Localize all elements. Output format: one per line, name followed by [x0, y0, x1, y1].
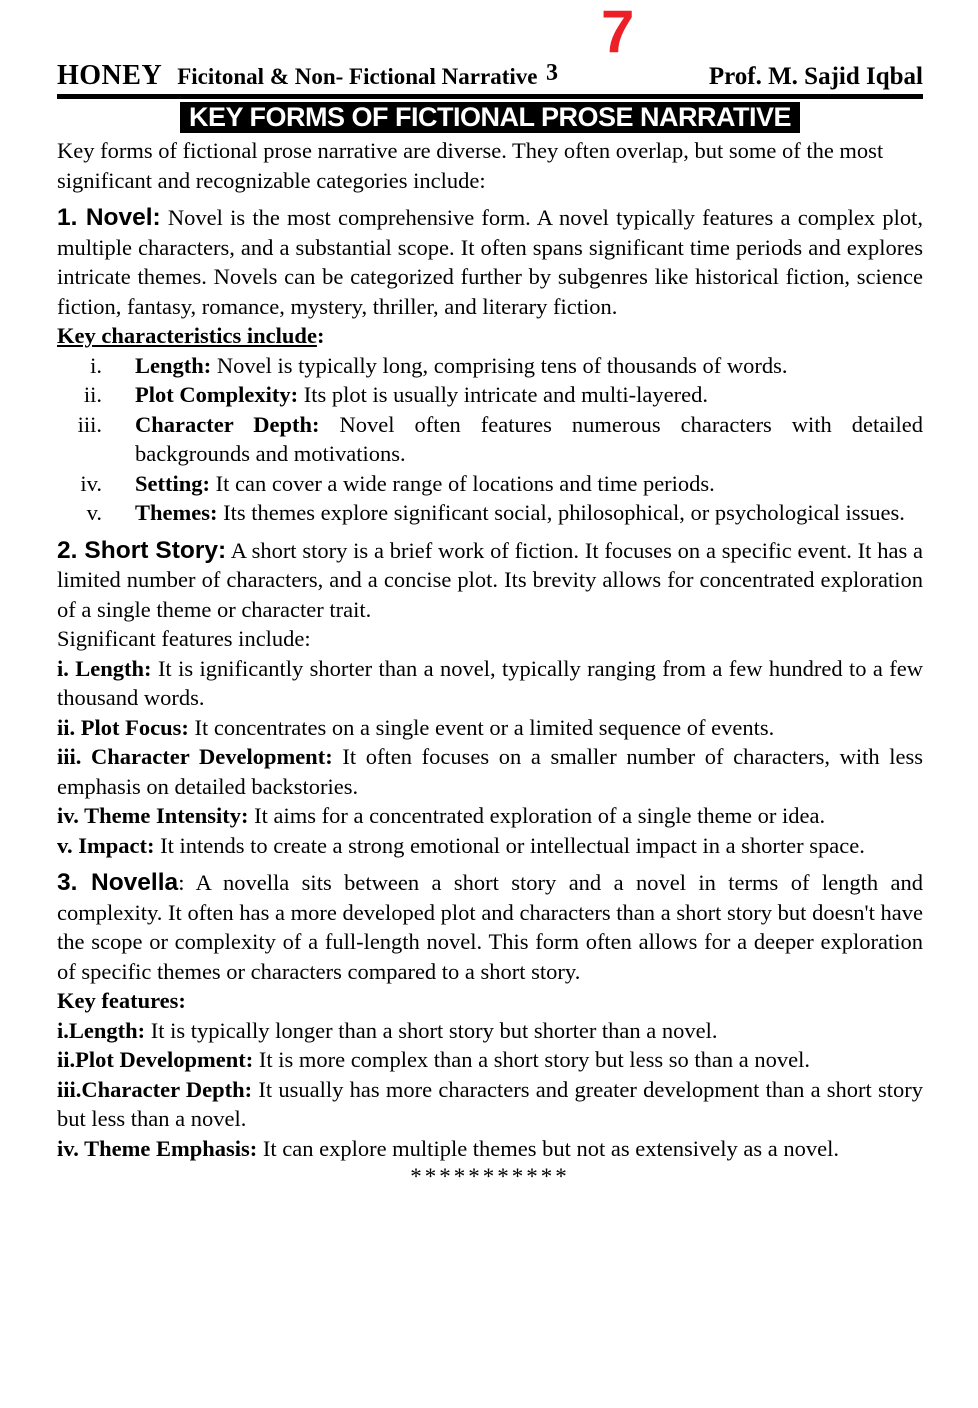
short-story-paragraph: [57, 536, 923, 625]
novel-list-intro-colon: :: [316, 323, 325, 348]
list-item: [57, 1134, 923, 1164]
list-item-number: ii.: [83, 382, 102, 407]
list-item-number: iii.: [77, 411, 102, 437]
list-item: [57, 469, 923, 499]
novella-body-text: A novella sits between a short story and a novel in terms of length and complexity. It often has a more developed plot and characters than a short story but doesn't have the scope or complexity of a full-length novel. This form often allows for a deeper exploration of specific themes or characters compared to a short story.: [57, 870, 923, 984]
list-item-content: [135, 351, 923, 381]
list-item: [57, 1075, 923, 1134]
header-book-title: HONEY: [57, 60, 163, 91]
list-item-content: [135, 410, 923, 469]
end-separator-stars: ***********: [410, 1164, 570, 1189]
list-item: [57, 654, 923, 713]
novella-heading: 3. Novella: [57, 869, 179, 896]
list-item-desc: It is more complex than a short story but less so than a novel.: [258, 1047, 810, 1072]
list-item-term: i.Length:: [57, 1017, 146, 1043]
list-item-desc: Novel often features numerous characters with detailed backgrounds and motivations.: [135, 411, 924, 466]
list-item-desc: It can explore multiple themes but not as extensively as a novel.: [262, 1135, 839, 1161]
short-story-heading: 2. Short Story:: [57, 536, 227, 564]
page-header: [57, 60, 923, 99]
list-item-term: iii. Character Development:: [57, 744, 333, 769]
list-item: [57, 380, 923, 410]
list-item-number: v.: [86, 500, 102, 525]
list-item-term: Length:: [135, 352, 212, 378]
list-item: [57, 1016, 923, 1046]
novel-paragraph: [57, 203, 923, 321]
list-item-desc: It aims for a concentrated exploration of a single theme or idea.: [254, 803, 826, 828]
novella-list-intro: Key features:: [57, 988, 186, 1013]
list-item-desc: It concentrates on a single event or a limited sequence of events.: [194, 714, 775, 740]
list-item-desc: It usually has more characters and greater development than a short story but less than a novel.: [57, 1076, 924, 1131]
list-item-term: ii. Plot Focus:: [57, 714, 189, 740]
list-item-term: iv. Theme Emphasis:: [57, 1135, 258, 1161]
list-item-desc: It intends to create a strong emotional or intellectual impact in a shorter space.: [160, 832, 865, 858]
header-subtitle: Ficitonal & Non- Fictional Narrative: [177, 64, 538, 89]
novel-body-text: Novel is the most comprehensive form. A novel typically features a complex plot, multiple characters, and a substantial scope. It often spans significant time periods and explores intricate themes. Novels can be categorized further by subgenres like historical fiction, science fiction, fantasy, romance, mystery, thriller, and literary fiction.: [57, 205, 923, 319]
list-item: [57, 831, 923, 861]
novel-characteristics-list: [57, 351, 923, 528]
list-item-desc: Its themes explore significant social, philosophical, or psychological issues.: [223, 500, 905, 525]
list-item-content: [135, 498, 923, 528]
handwritten-page-number: 7: [601, 0, 635, 65]
list-item-term: iv. Theme Intensity:: [57, 803, 249, 828]
list-item-desc: Novel is typically long, comprising tens of thousands of words.: [216, 352, 788, 378]
novel-list-intro: [57, 321, 923, 351]
short-story-list-intro: Significant features include:: [57, 626, 311, 651]
list-item-term: ii.Plot Development:: [57, 1047, 254, 1072]
short-story-body-text: A short story is a brief work of fiction. It focuses on a specific event. It has a limited number of characters, and a concise plot. Its brevity allows for concentrated exploration of a single theme or character trait.: [57, 537, 924, 622]
list-item-desc: It can cover a wide range of locations and time periods.: [215, 470, 715, 496]
novel-list-intro-label: Key characteristics include: [57, 323, 317, 348]
page-content: [57, 0, 923, 1213]
list-item: [57, 498, 923, 528]
list-item: [57, 1045, 923, 1075]
list-item: [57, 410, 923, 469]
novella-paragraph: [57, 868, 923, 986]
header-page-number: 3: [546, 60, 558, 86]
list-item-term: iii.Character Depth:: [57, 1076, 253, 1102]
list-item-term: i. Length:: [57, 655, 152, 681]
list-item-term: Setting:: [135, 470, 210, 496]
list-item-desc: It is typically longer than a short story but shorter than a novel.: [150, 1017, 718, 1043]
list-item: [57, 801, 923, 831]
list-item-term: Themes:: [135, 500, 218, 525]
intro-paragraph: Key forms of fictional prose narrative are diverse. They often overlap, but some of the most significant and recognizable categories include:: [57, 138, 884, 193]
banner-container: [57, 102, 923, 133]
header-author: Prof. M. Sajid Iqbal: [708, 63, 923, 90]
list-item: [57, 713, 923, 743]
list-item-term: Plot Complexity:: [135, 382, 299, 407]
list-item-term: Character Depth:: [135, 411, 320, 437]
list-item-number: i.: [90, 352, 102, 378]
list-item: [57, 742, 923, 801]
list-item-content: [135, 469, 923, 499]
list-item-desc: It often focuses on a smaller number of characters, with less emphasis on detailed backstories.: [57, 744, 923, 799]
list-item-desc: It is ignificantly shorter than a novel, typically ranging from a few hundred to a few thousand words.: [57, 655, 923, 710]
novel-heading: 1. Novel:: [57, 204, 161, 231]
page-title: KEY FORMS OF FICTIONAL PROSE NARRATIVE: [180, 102, 800, 133]
list-item-number: iv.: [80, 470, 102, 496]
list-item-content: [135, 380, 923, 410]
list-item: [57, 351, 923, 381]
list-item-term: v. Impact:: [57, 832, 155, 858]
list-item-desc: Its plot is usually intricate and multi-layered.: [303, 382, 708, 407]
novella-heading-colon: :: [178, 870, 185, 895]
